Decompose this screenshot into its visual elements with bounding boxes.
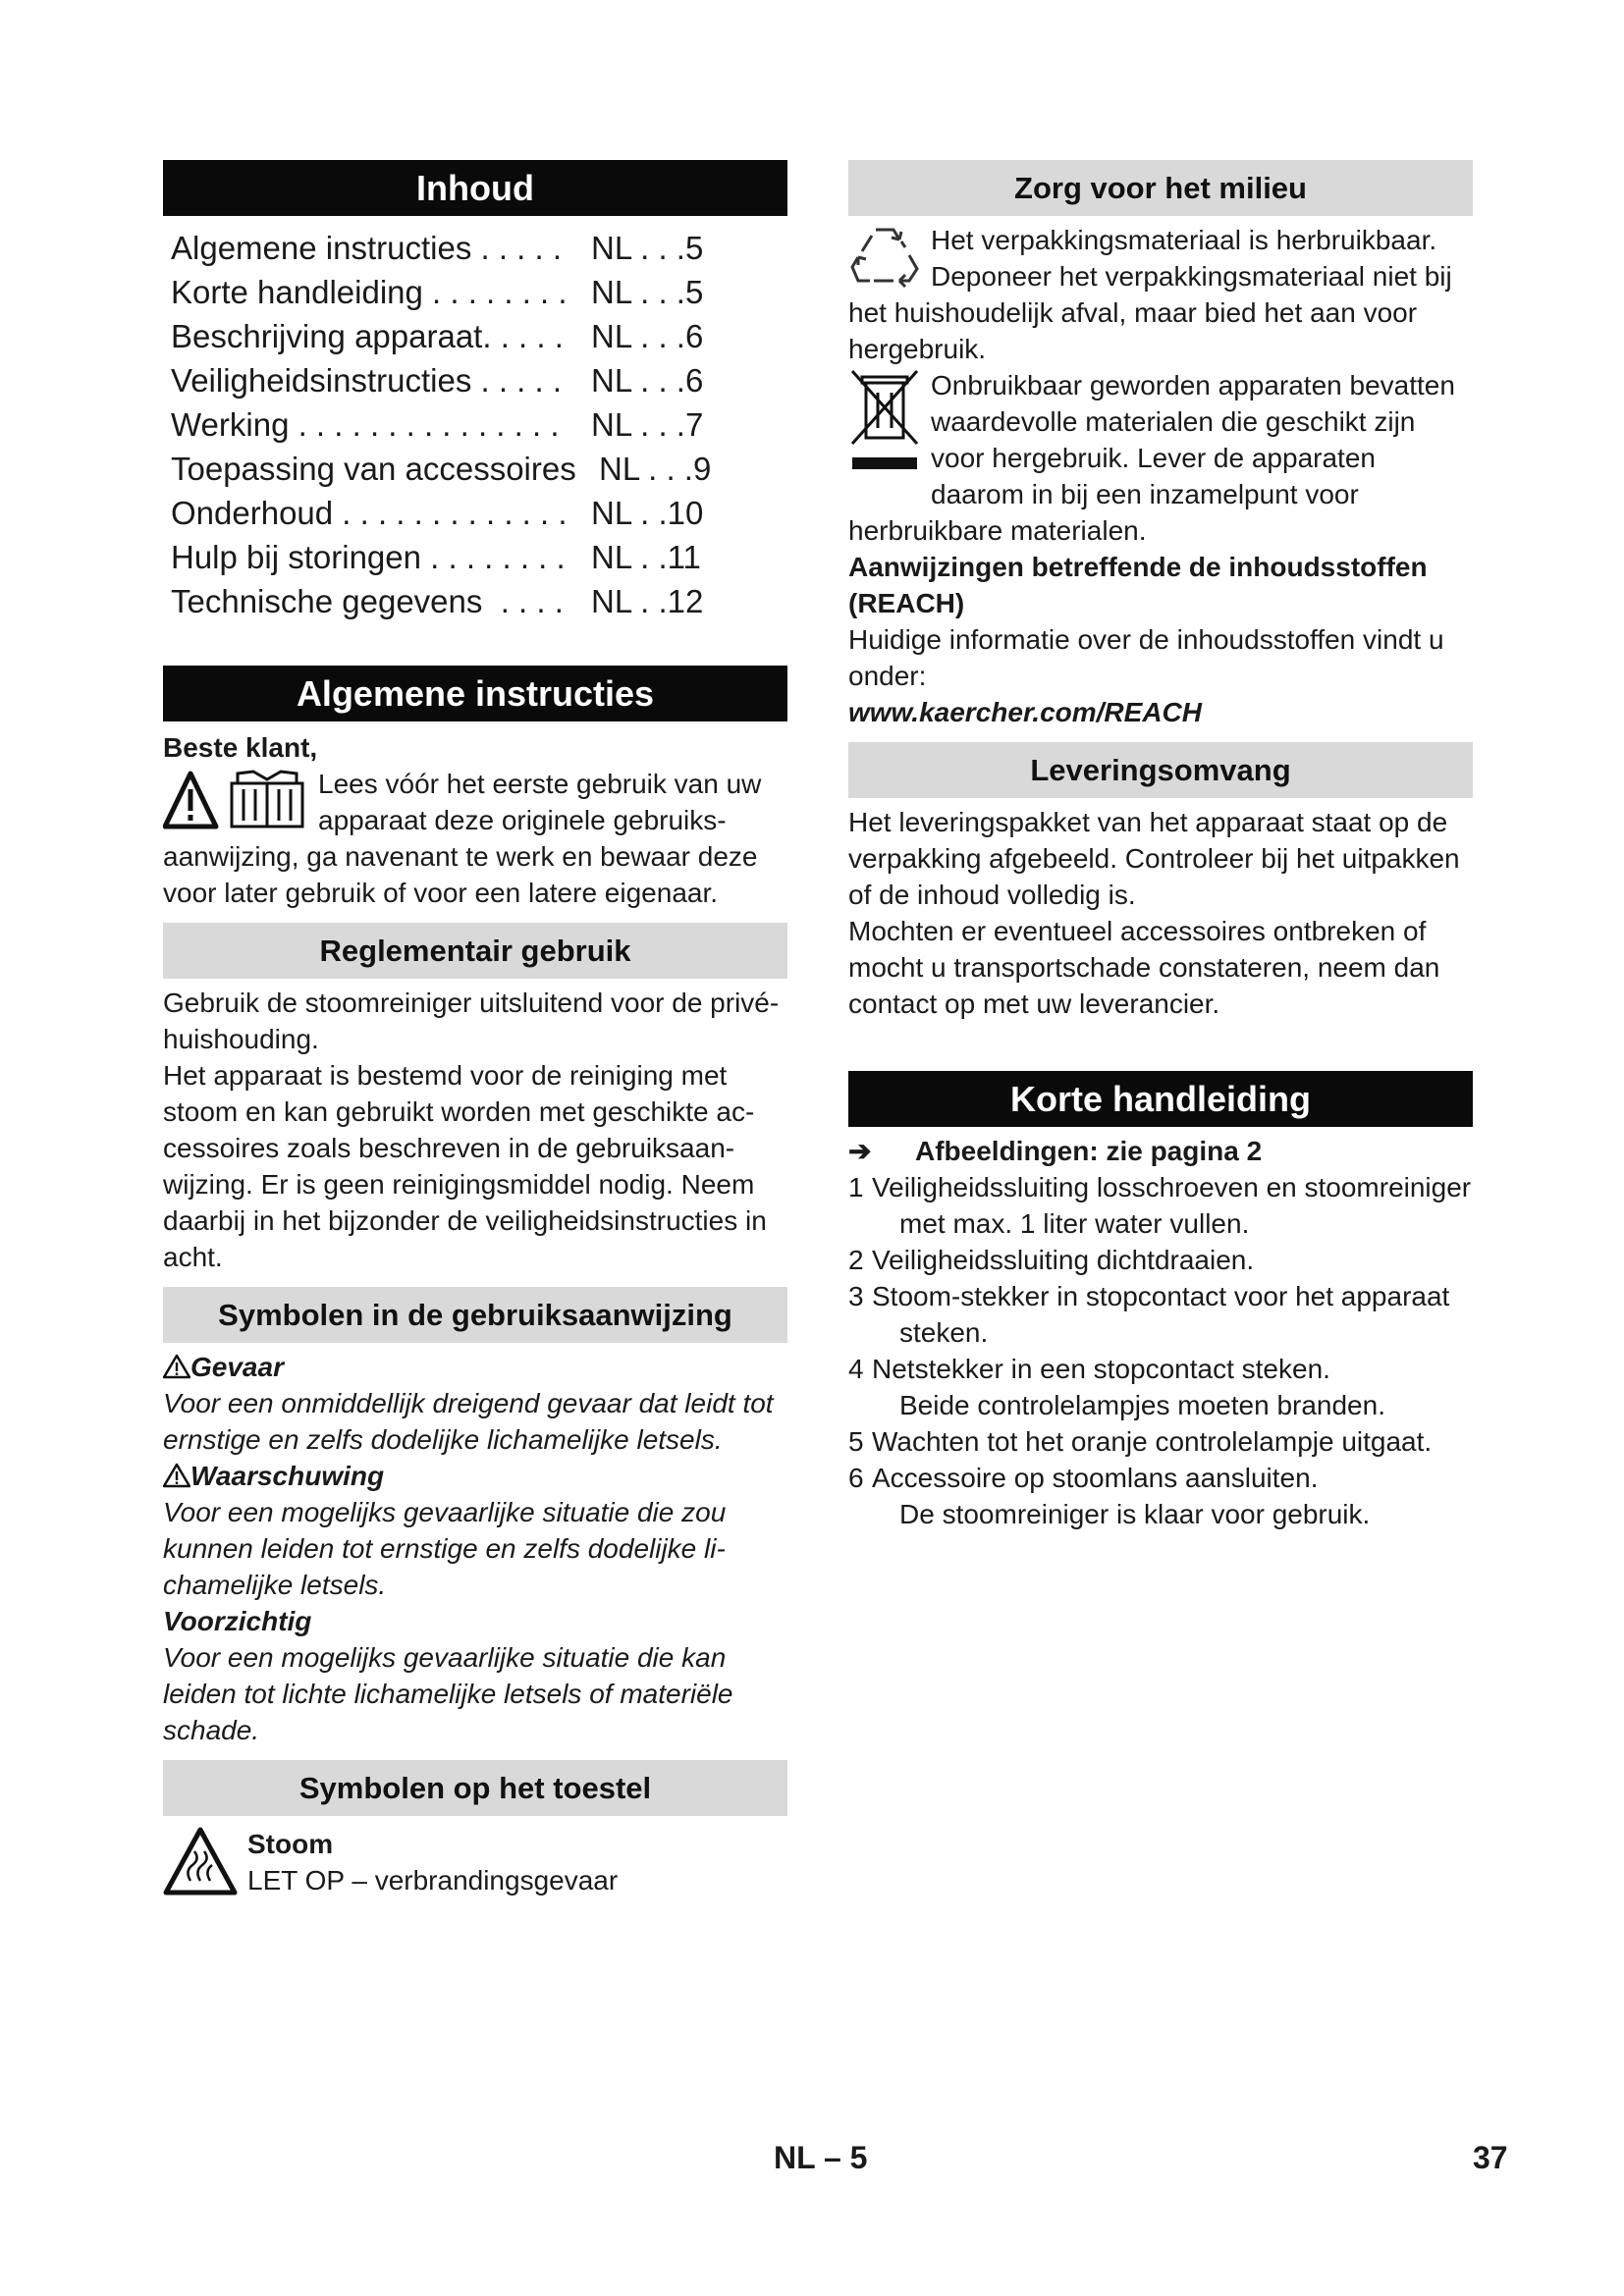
steam-symbol-row (163, 1826, 787, 1901)
quick-guide-heading: Korte handleiding (848, 1071, 1473, 1127)
toc-heading: Inhoud (163, 160, 787, 216)
toc-entry[interactable]: Beschrijving apparaat. . . . . NL . . .6 (171, 318, 704, 354)
page-number: 37 (1473, 2140, 1508, 2175)
toc-entry[interactable]: Technische gegevens . . . . NL . .12 (171, 583, 704, 619)
figure-reference: ➔ Afbeeldingen: zie pagina 2 (848, 1133, 1473, 1169)
danger-label: Gevaar (163, 1349, 787, 1385)
scope-p1: Het leveringspakket van het apparaat staat op de verpakking afgebeeld. Controleer bij het uitpakken of de inhoud volledig is. (848, 807, 1460, 910)
toc-entry[interactable]: Algemene instructies . . . . . NL . . .5 (171, 230, 704, 266)
danger-text: Voor een onmiddellijk dreigend gevaar dat leidt tot ernstige en zelfs dodelijke lichamelijke letsels. (163, 1388, 774, 1455)
caution-label: Voorzichtig (163, 1606, 312, 1636)
list-item: 3 Stoom-stekker in stopcontact voor het apparaat steken. (848, 1281, 1450, 1348)
environment-p2: Onbruikbaar geworden apparaten bevatten waardevolle materialen die geschikt zijn voor hergebruik. Lever de apparaten daarom in bij een inzamelpunt voor herbruikbare materialen. (848, 370, 1455, 546)
reach-link[interactable]: www.kaercher.com/REACH (848, 697, 1202, 727)
environment-p1: Het verpakkingsmateriaal is herbruikbaar. Deponeer het verpakkingsmateriaal niet bij het huishoudelijk afval, maar bied het aan voor hergebruik. (848, 225, 1452, 364)
warning-triangle-icon (163, 1354, 190, 1379)
symbols-device-heading: Symbolen op het toestel (163, 1760, 787, 1816)
intended-use-p2: Het apparaat is bestemd voor de reiniging met stoom en kan gebruikt worden met geschikte accessoires zoals beschreven in de gebruiksaanwijzing. Er is geen reinigingsmiddel nodig. Neem daarbij in het bijzonder de veiligheidsinstructies in acht. (163, 1060, 767, 1272)
left-column (163, 160, 787, 1901)
symbols-manual-heading: Symbolen in de gebruiksaanwijzing (163, 1287, 787, 1343)
right-column (848, 160, 1473, 1532)
table-of-contents (163, 226, 787, 623)
list-item: 2 Veiligheidssluiting dichtdraaien. (848, 1245, 1255, 1275)
recycle-icon (848, 222, 921, 294)
reach-text: Huidige informatie over de inhoudsstoffen vindt u onder: (848, 624, 1444, 691)
list-item: 5 Wachten tot het oranje controlelampje uitgaat. (848, 1426, 1433, 1457)
list-item: 1 Veiligheidssluiting losschroeven en stoomreiniger met max. 1 liter water vullen. (848, 1172, 1472, 1239)
general-text: Lees vóór het eerste gebruik van uw apparaat deze originele gebruiksaanwijzing, ga navenant te werk en bewaar deze voor later gebruik of voor een latere eigenaar. (163, 769, 762, 908)
toc-entry[interactable]: Hulp bij storingen . . . . . . . . NL . .11 (171, 539, 701, 575)
caution-text: Voor een mogelijks gevaarlijke situatie die kan leiden tot lichte lichamelijke letsels of materiële schade. (163, 1642, 733, 1745)
manual-book-icon (232, 772, 302, 827)
environment-heading: Zorg voor het milieu (848, 160, 1473, 216)
general-heading: Algemene instructies (163, 666, 787, 721)
warning-triangle-icon (163, 770, 308, 830)
quick-steps-list (848, 1169, 1473, 1532)
steam-warning-icon (163, 1826, 238, 1901)
scope-heading: Leveringsomvang (848, 742, 1473, 798)
toc-entry[interactable]: Onderhoud . . . . . . . . . . . . . NL . .10 (171, 495, 704, 531)
manual-icons (163, 770, 308, 835)
toc-entry[interactable]: Toepassing van accessoires NL . . .9 (171, 451, 712, 487)
toc-entry[interactable]: Werking . . . . . . . . . . . . . . . NL . . .7 (171, 406, 704, 443)
reach-title: Aanwijzingen betreffende de inhoudsstoffen (REACH) (848, 552, 1428, 618)
section-page-number: NL – 5 (774, 2140, 868, 2175)
warning-triangle-icon (163, 1463, 190, 1488)
warning-label: Waarschuwing (163, 1458, 787, 1494)
list-item: 4 Netstekker in een stopcontact steken. (848, 1354, 1330, 1384)
intended-use-heading: Reglementair gebruik (163, 923, 787, 979)
arrow-right-icon: ➔ (848, 1136, 872, 1166)
toc-entry[interactable]: Veiligheidsinstructies . . . . . NL . . .6 (171, 362, 704, 399)
toc-entry[interactable]: Korte handleiding . . . . . . . . NL . . .5 (171, 274, 704, 310)
step-note: De stoomreiniger is klaar voor gebruik. (899, 1499, 1371, 1529)
step-note: Beide controlelampjes moeten branden. (899, 1390, 1385, 1420)
list-item: 6 Accessoire op stoomlans aansluiten. (848, 1463, 1319, 1493)
greeting: Beste klant, (163, 732, 318, 763)
steam-text: LET OP – verbrandingsgevaar (247, 1865, 619, 1896)
warning-text: Voor een mogelijks gevaarlijke situatie die zou kunnen leiden tot ernstige en zelfs dodelijke lichamelijke letsels. (163, 1497, 727, 1600)
intended-use-p1: Gebruik de stoomreiniger uitsluitend voor de privé-huishouding. (163, 988, 780, 1054)
scope-p2: Mochten er eventueel accessoires ontbreken of mocht u transportschade constateren, neem dan contact op met uw leverancier. (848, 916, 1440, 1019)
crossed-bin-icon (848, 367, 921, 480)
steam-label: Stoom (247, 1829, 334, 1859)
